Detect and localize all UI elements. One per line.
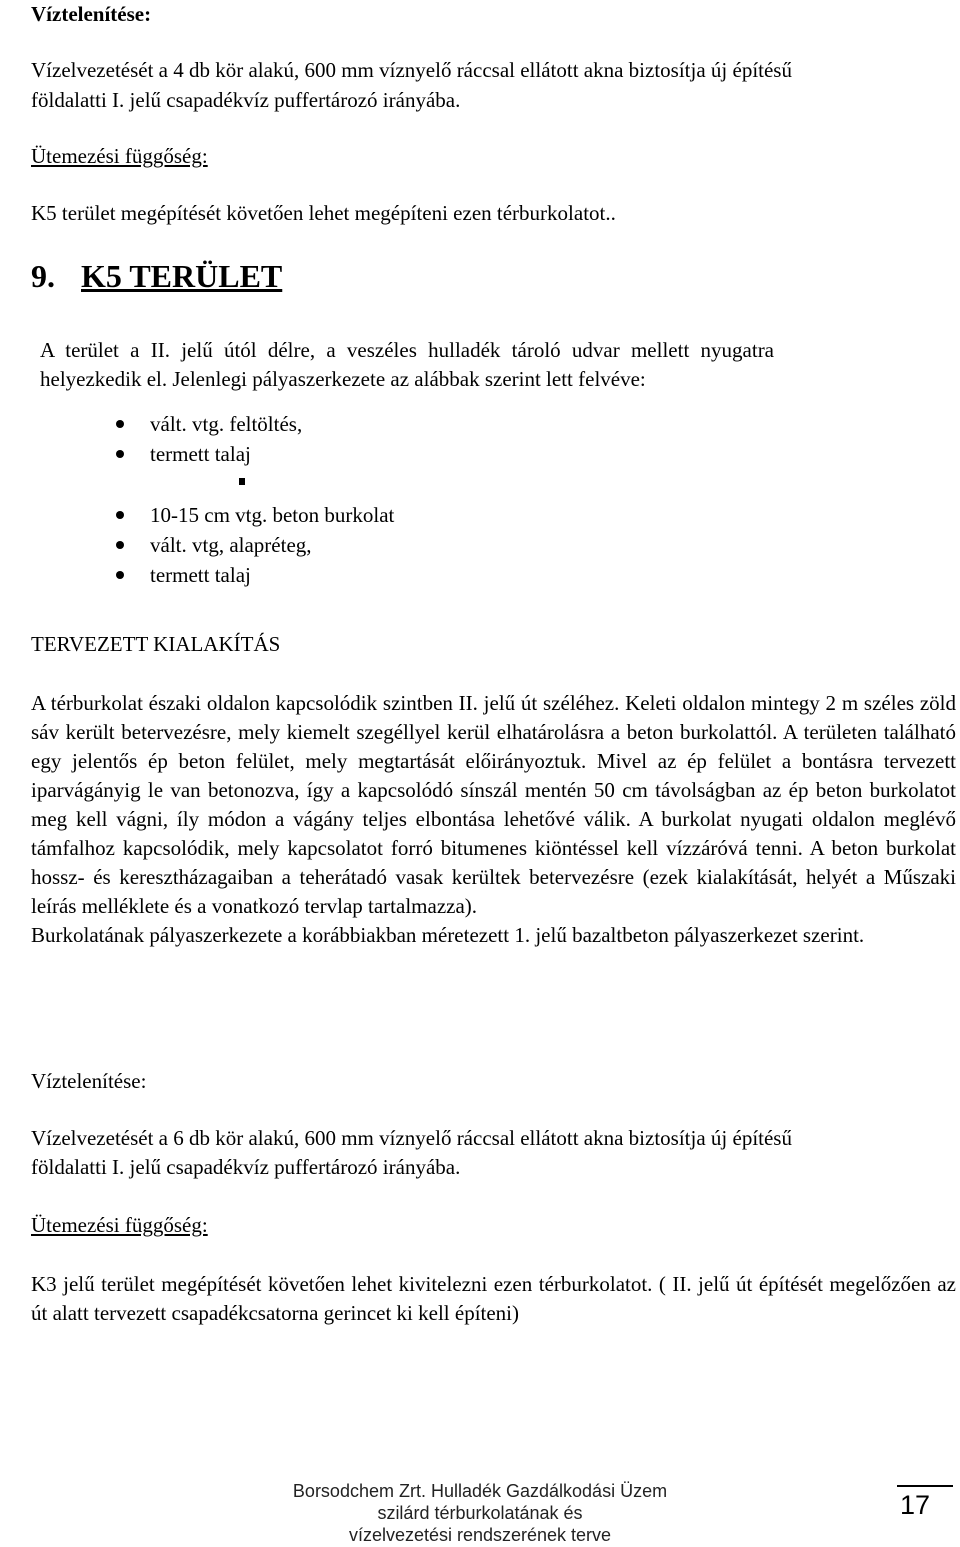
heading-viztelenitese-2: Víztelenítése:: [31, 1069, 147, 1093]
text-utemezes-2: K3 jelű terület megépítését követően lehet kivitelezni ezen térburkolatot. ( II. jelű út építését megelőzően az út alatt tervezett csapadékcsatorna gerincet ki kell építeni): [31, 1272, 956, 1325]
text-vizelvezetes-2-line-1: Vízelvezetését a 6 db kör alakú, 600 mm víznyelő ráccsal ellátott akna biztosítja új építésű: [31, 1126, 792, 1150]
text-utemezes-1: K5 terület megépítését követően lehet megépíteni ezen térburkolatot..: [31, 201, 616, 225]
intro-line-2: helyezkedik el. Jelenlegi pályaszerkezete az alábbak szerint lett felvéve:: [40, 367, 646, 391]
footer-line-2: szilárd térburkolatának és: [377, 1503, 583, 1523]
section-title: [31, 258, 282, 295]
planned-body-paragraph-1: A térburkolat északi oldalon kapcsolódik szintben II. jelű út széléhez. Keleti oldalon mintegy 2 m széles zöld sáv került betervezésre, mely kiemelt szegéllyel kerül elhatárolásra a beton burkolattól. A területen található egy jelentős ép beton felület, mely megtartását előirányoztuk. Mivel az ép felület a bontásra tervezett iparvágányig le van betonozva, így a kapcsolódó sínszál mentén 50 cm távolságban az ép beton burkolatot meg kell vágni, íly módon a vágány teljes elbontása lehetővé válik. A burkolat nyugati oldalon meglévő támfalhoz kapcsolódik, mely kapcsolatot forró bitumenes kiöntéssel kell vízzáróvá tenni. A beton burkolat hossz- és keresztházagaiban a teherátadó vasak kerültek betervezésre (ezek kialakítását, helyét a Műszaki leírás melléklete és a vonatkozó tervlap tartalmazza).: [31, 691, 956, 918]
heading-utemezes-2: Ütemezési függőség:: [31, 1213, 208, 1237]
planned-heading: TERVEZETT KIALAKÍTÁS: [31, 632, 281, 656]
section-label: K5 TERÜLET: [81, 258, 283, 294]
heading-viztelenitese-1: Víztelenítése:: [31, 2, 152, 26]
page-number: 17: [900, 1490, 931, 1520]
square-bullet-icon: [239, 478, 245, 485]
current-structure-list-2: [110, 500, 394, 590]
list-item: 10-15 cm vtg. beton burkolat: [110, 500, 394, 530]
section-number: 9.: [31, 258, 55, 294]
planned-body: [31, 689, 956, 950]
text-vizelvezetes-2-line-2: földalatti I. jelű csapadékvíz puffertározó irányába.: [31, 1155, 461, 1179]
bullet-icon: [116, 511, 124, 519]
planned-body-paragraph-2: Burkolatának pályaszerkezete a korábbiakban méretezett 1. jelű bazaltbeton pályaszerkezet szerint.: [31, 923, 865, 947]
list-item: vált. vtg, alapréteg,: [110, 530, 394, 560]
list-item: vált. vtg. feltöltés,: [110, 409, 302, 439]
page-number-rule: [897, 1485, 953, 1487]
bullet-icon: [116, 450, 124, 458]
footer-line-1: Borsodchem Zrt. Hulladék Gazdálkodási Üzem: [292, 1481, 668, 1501]
list-item: termett talaj: [110, 560, 394, 590]
footer-line-3: vízelvezetési rendszerének terve: [348, 1525, 612, 1545]
bullet-icon: [116, 420, 124, 428]
current-structure-list: [110, 409, 302, 469]
list-item: termett talaj: [110, 439, 302, 469]
heading-utemezes-1: Ütemezési függőség:: [31, 144, 208, 168]
bullet-icon: [116, 541, 124, 549]
bullet-icon: [116, 571, 124, 579]
intro-line-1: A terület a II. jelű útól délre, a veszéles hulladék tároló udvar mellett nyugatra: [40, 338, 775, 362]
text-vizelvezetes-1-line-1: Vízelvezetését a 4 db kör alakú, 600 mm víznyelő ráccsal ellátott akna biztosítja új építésű: [31, 58, 792, 82]
text-vizelvezetes-1-line-2: földalatti I. jelű csapadékvíz puffertározó irányába.: [31, 88, 461, 112]
